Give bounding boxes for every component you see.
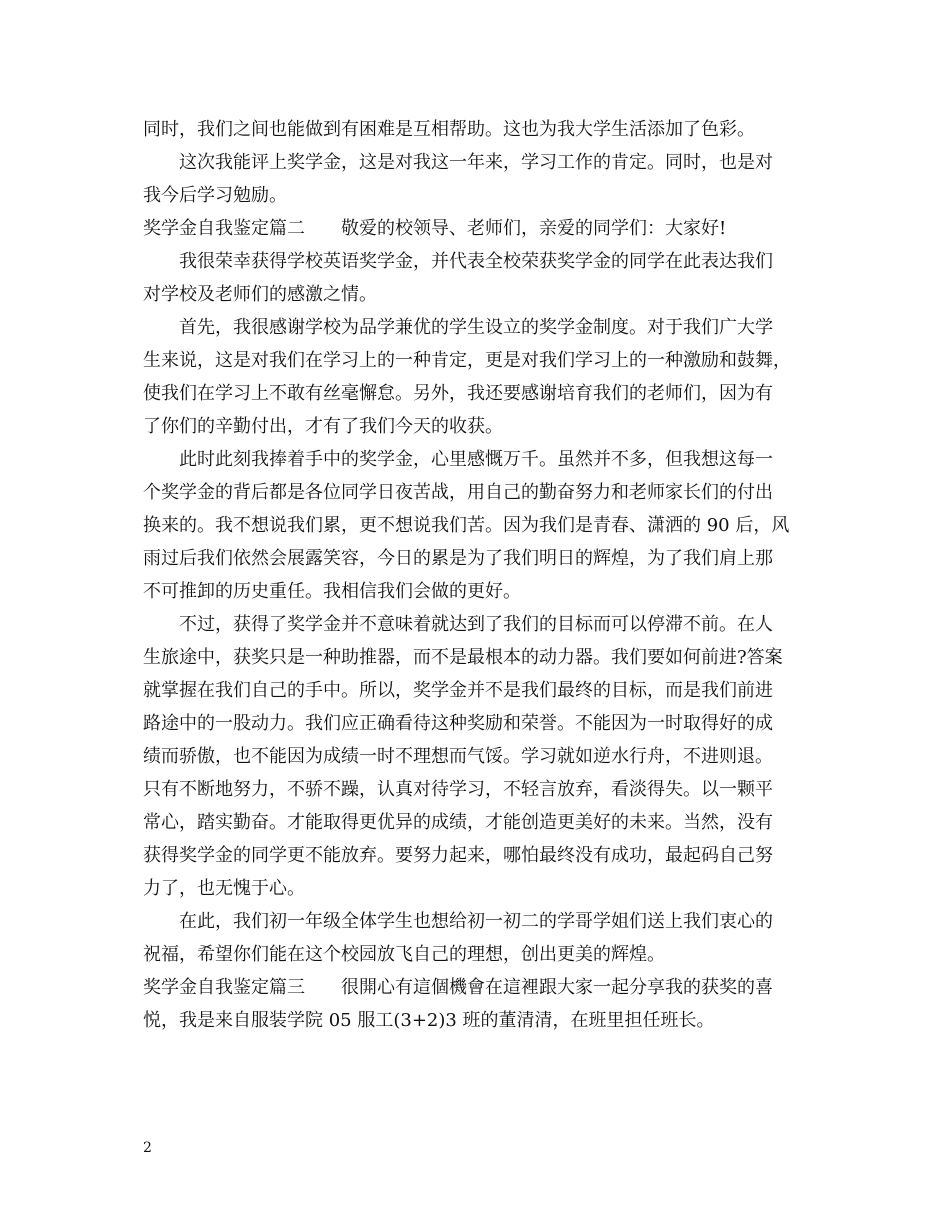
text-line: 就掌握在我们自己的手中。所以，奖学金并不是我们最终的目标，而是我们前进 (143, 680, 773, 701)
paragraph-first-line: 不过，获得了奖学金并不意味着就达到了我们的目标而可以停滞不前。在人 (179, 614, 773, 635)
text-line: 只有不断地努力，不骄不躁，认真对待学习，不轻言放弃，看淡得失。以一颗平 (143, 779, 773, 800)
text-line: 我今后学习勉励。 (143, 185, 287, 206)
text-line: 力了，也无愧于心。 (143, 878, 305, 899)
text-line: 换来的。我不想说我们累，更不想说我们苦。因为我们是青春、潇洒的 90 后，风 (143, 515, 790, 536)
paragraph-first-line: 我很荣幸获得学校英语奖学金，并代表全校荣获奖学金的同学在此表达我们 (179, 251, 773, 272)
text-line: 悦，我是来自服装学院 05 服工(3+2)3 班的董清清，在班里担任班长。 (143, 1010, 715, 1031)
text-line: 使我们在学习上不敢有丝毫懈怠。另外，我还要感谢培育我们的老师们，因为有 (143, 383, 773, 404)
paragraph-first-line: 这次我能评上奖学金，这是对我这一年来，学习工作的肯定。同时，也是对 (179, 152, 773, 173)
text-line: 路途中的一股动力。我们应正确看待这种奖励和荣誉。不能因为一时取得好的成 (143, 713, 773, 734)
text-line: 获得奖学金的同学更不能放弃。要努力起来，哪怕最终没有成功，最起码自己努 (143, 845, 773, 866)
text-line: 个奖学金的背后都是各位同学日夜苦战，用自己的勤奋努力和老师家长们的付出 (143, 482, 773, 503)
text-line: 同时，我们之间也能做到有困难是互相帮助。这也为我大学生活添加了色彩。 (143, 119, 755, 140)
paragraph-first-line: 首先，我很感谢学校为品学兼优的学生设立的奖学金制度。对于我们广大学 (179, 317, 773, 338)
text-line: 生旅途中，获奖只是一种助推器，而不是最根本的动力器。我们要如何前进?答案 (143, 647, 783, 668)
text-line: 绩而骄傲，也不能因为成绩一时不理想而气馁。学习就如逆水行舟，不进则退。 (143, 746, 773, 767)
page-number: 2 (143, 1140, 152, 1156)
text-line: 奖学金自我鉴定篇三 很開心有這個機會在這裡跟大家一起分享我的获奖的喜 (143, 977, 773, 998)
paragraph-first-line: 在此，我们初一年级全体学生也想给初一初二的学哥学姐们送上我们衷心的 (179, 911, 773, 932)
text-line: 了你们的辛勤付出，才有了我们今天的收获。 (143, 416, 503, 437)
text-line: 生来说，这是对我们在学习上的一种肯定，更是对我们学习上的一种激励和鼓舞， (143, 350, 791, 371)
text-line: 祝福，希望你们能在这个校园放飞自己的理想，创出更美的辉煌。 (143, 944, 665, 965)
text-line: 对学校及老师们的感激之情。 (143, 284, 377, 305)
text-line: 不可推卸的历史重任。我相信我们会做的更好。 (143, 581, 521, 602)
text-line: 雨过后我们依然会展露笑容，今日的累是为了我们明日的辉煌，为了我们肩上那 (143, 548, 773, 569)
paragraph-first-line: 此时此刻我捧着手中的奖学金，心里感慨万千。虽然并不多，但我想这每一 (179, 449, 773, 470)
document-body (143, 113, 823, 1037)
text-line: 常心，踏实勤奋。才能取得更优异的成绩，才能创造更美好的未来。当然，没有 (143, 812, 773, 833)
text-line: 奖学金自我鉴定篇二 敬爱的校领导、老师们，亲爱的同学们：大家好! (143, 218, 727, 239)
